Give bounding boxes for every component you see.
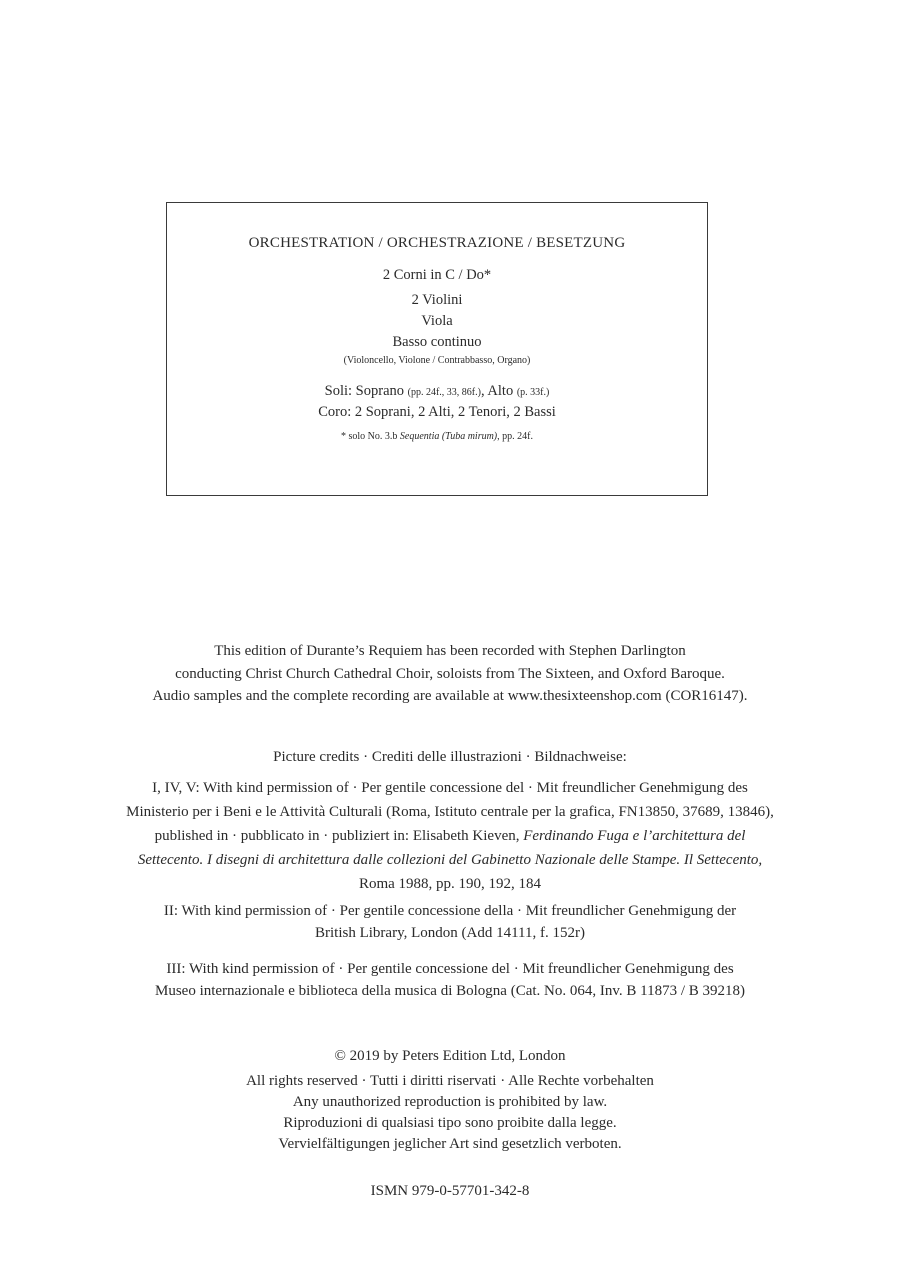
viola-line: Viola [421,313,453,329]
recording-line-2: conducting Christ Church Cathedral Choir, soloists from The Sixteen, and Oxford Baroque. [175,665,725,682]
picture-credit-2 [40,900,860,944]
credit-3-line-2: Museo internazionale e biblioteca della musica di Bologna (Cat. No. 064, Inv. B 11873 / B 39218) [154,983,746,999]
credit-1-line-2: Ministerio per i Beni e le Attività Culturali (Roma, Istituto centrale per la grafica, FN13850, 37689, 13846), [126,804,774,820]
ismn-number: ISMN 979-0-57701-342-8 [370,1183,530,1199]
footnote-suffix: , pp. 24f. [497,431,533,442]
rights-notice [40,1071,860,1155]
credit-2-line-2: British Library, London (Add 14111, f. 152r) [315,925,585,941]
rights-line-1: All rights reserved · Tutti i diritti riservati · Alle Rechte vorbehalten [246,1073,654,1089]
coro-line: Coro: 2 Soprani, 2 Alti, 2 Tenori, 2 Bassi [318,404,556,420]
soli-alto-label: , Alto [480,383,514,399]
orchestration-title: ORCHESTRATION / ORCHESTRAZIONE / BESETZUNG [248,235,626,251]
continuo-line: Basso continuo [392,334,482,350]
credit-1-line-3 [40,824,860,848]
soli-soprano-pages: (pp. 24f., 33, 86f.) [407,387,481,398]
horns-line: 2 Corni in C / Do* [382,267,492,283]
credit-1-line-1: I, IV, V: With kind permission of · Per gentile concessione del · Mit freundlicher Genehmigung des [152,780,748,796]
footnote-prefix: * solo No. 3.b [341,431,398,442]
copyright-line: © 2019 by Peters Edition Ltd, London [334,1048,566,1064]
rights-line-2: Any unauthorized reproduction is prohibited by law. [292,1094,608,1110]
recording-note [40,640,860,708]
credit-1-line-3-italic: Ferdinando Fuga e l’architettura del [523,828,746,844]
credit-2-line-1: II: With kind permission of · Per gentile concessione della · Mit freundlicher Genehmigung der [163,903,737,919]
continuo-detail: (Violoncello, Violone / Contrabbasso, Organo) [343,355,531,366]
rights-line-4: Vervielfältigungen jeglicher Art sind gesetzlich verboten. [278,1136,622,1152]
violins-line: 2 Violini [411,292,463,308]
picture-credit-3 [40,958,860,1002]
picture-credit-1 [40,776,860,896]
orchestration-footnote [167,429,707,445]
credit-3-line-1: III: With kind permission of · Per gentile concessione del · Mit freundlicher Genehmigung des [166,961,734,977]
credit-1-line-4: Settecento. I disegni di architettura dalle collezioni del Gabinetto Nazionale delle Stampe. Il Settecento, [137,852,763,868]
soli-alto-pages: (p. 33f.) [516,387,550,398]
recording-line-3: Audio samples and the complete recording are available at www.thesixteenshop.com (COR16147). [152,688,748,704]
recording-line-1: This edition of Durante’s Requiem has been recorded with Stephen Darlington [214,643,686,659]
orchestration-box [166,202,708,496]
soli-line [167,381,707,402]
rights-line-3: Riproduzioni di qualsiasi tipo sono proibite dalla legge. [283,1115,617,1131]
picture-credits-heading: Picture credits · Crediti delle illustrazioni · Bildnachweise: [273,749,627,765]
soli-label: Soli: Soprano [324,383,405,399]
footnote-title: Sequentia (Tuba mirum) [399,431,498,442]
credit-1-line-3-plain: published in · pubblicato in · publiziert in: Elisabeth Kieven, [154,828,524,844]
credit-1-line-5: Roma 1988, pp. 190, 192, 184 [358,876,542,892]
